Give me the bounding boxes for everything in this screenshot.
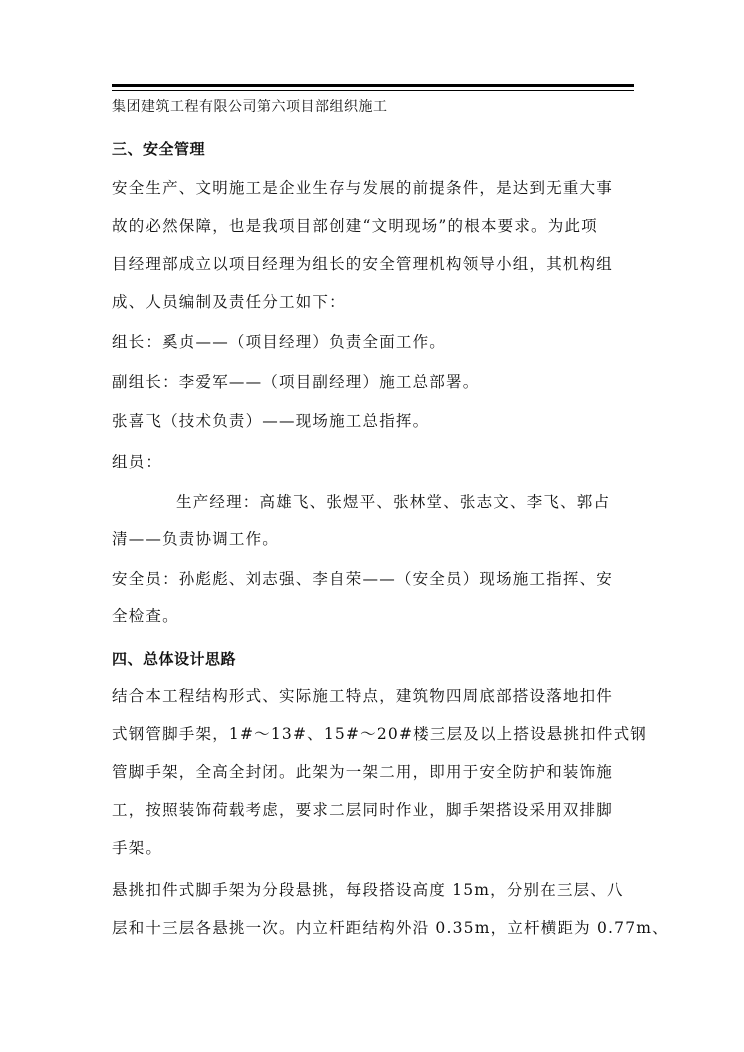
safety-line-1: 安全员：孙彪彪、刘志强、李自荣——（安全员）现场施工指挥、安 <box>112 570 614 588</box>
paragraph-line: 安全生产、文明施工是企业生存与发展的前提条件，是达到无重大事 <box>112 179 614 197</box>
paragraph-line: 手架。 <box>112 839 163 857</box>
section-3-heading: 三、安全管理 <box>112 140 206 158</box>
page-header-title: 集团建筑工程有限公司第六项目部组织施工 <box>112 99 388 115</box>
paragraph-line: 目经理部成立以项目经理为组长的安全管理机构领导小组，其机构组 <box>112 255 614 273</box>
team-deputy-line: 副组长：李爱军——（项目副经理）施工总部署。 <box>112 373 480 391</box>
header-rule-thin <box>112 90 634 91</box>
paragraph-line: 结合本工程结构形式、实际施工特点，建筑物四周底部搭设落地扣件 <box>112 687 614 705</box>
paragraph-line: 式钢管脚手架，1#～13#、15#～20#楼三层及以上搭设悬挑扣件式钢 <box>112 725 647 743</box>
team-members-label: 组员： <box>112 453 163 471</box>
paragraph-line: 成、人员编制及责任分工如下： <box>112 293 346 311</box>
paragraph-line: 层和十三层各悬挑一次。内立杆距结构外沿 0.35m，立杆横距为 0.77m、 <box>112 919 669 937</box>
team-leader-line: 组长：奚贞——（项目经理）负责全面工作。 <box>112 333 447 351</box>
paragraph-line: 悬挑扣件式脚手架为分段悬挑，每段搭设高度 15m，分别在三层、八 <box>112 881 624 899</box>
paragraph-line: 工，按照装饰荷载考虑，要求二层同时作业，脚手架搭设采用双排脚 <box>112 801 614 819</box>
header-rule-thick <box>112 84 634 87</box>
team-tech-line: 张喜飞（技术负责）——现场施工总指挥。 <box>112 412 430 430</box>
section-4-heading: 四、总体设计思路 <box>112 650 237 668</box>
paragraph-line: 故的必然保障，也是我项目部创建“文明现场”的根本要求。为此项 <box>112 217 598 235</box>
safety-line-2: 全检查。 <box>112 607 179 625</box>
production-line-1: 生产经理：高雄飞、张煜平、张林堂、张志文、李飞、郭占 <box>176 493 611 511</box>
paragraph-line: 管脚手架，全高全封闭。此架为一架二用，即用于安全防护和装饰施 <box>112 763 614 781</box>
production-line-2: 清——负责协调工作。 <box>112 530 280 548</box>
